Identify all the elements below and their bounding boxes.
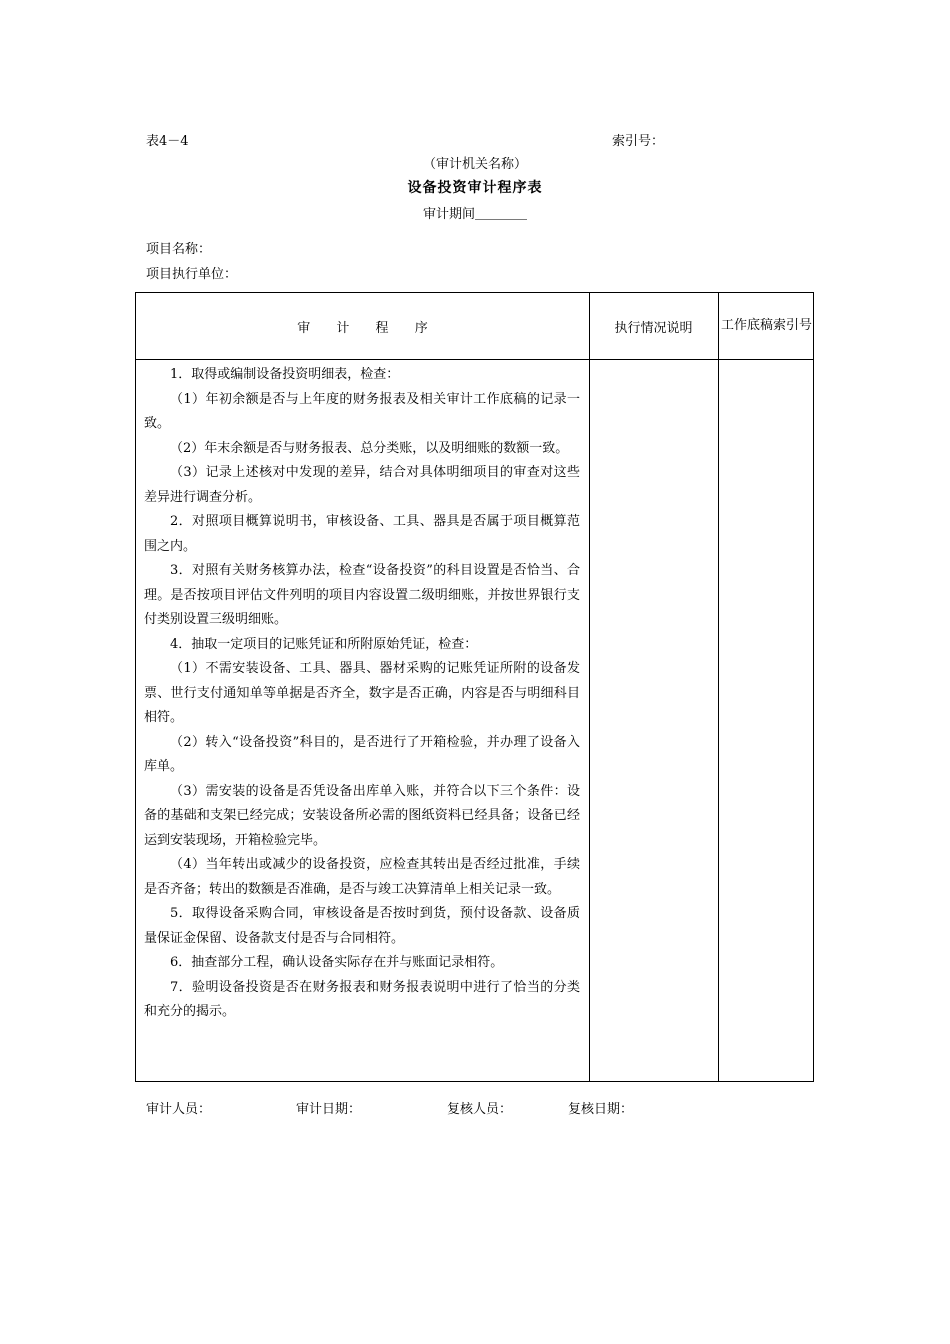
audit-org-name: （审计机关名称） bbox=[422, 157, 527, 172]
column-header-procedure: 审 计 程 序 bbox=[297, 320, 428, 336]
audit-period: 审计期间＿＿＿＿ bbox=[422, 207, 527, 222]
procedure-item: 4．抽取一定项目的记账凭证和所附原始凭证，检查： bbox=[170, 636, 478, 652]
procedure-list bbox=[144, 363, 580, 1025]
procedure-item: （4）当年转出或减少的设备投资，应检查其转出是否经过批准，手续是否齐备；转出的数额是否准确，是否与竣工决算清单上相关记录一致。 bbox=[144, 857, 580, 897]
procedure-item: 6．抽查部分工程，确认设备实际存在并与账面记录相符。 bbox=[170, 955, 504, 970]
reviewer-label: 复核人员： bbox=[447, 1102, 513, 1117]
procedure-item: （1）不需安装设备、工具、器具、器材采购的记账凭证所附的设备发票、世行支付通知单等单据是否齐全，数字是否正确，内容是否与明细科目相符。 bbox=[144, 661, 580, 725]
procedure-item: 5．取得设备采购合同，审核设备是否按时到货，预付设备款、设备质量保证金保留、设备款支付是否与合同相符。 bbox=[144, 906, 580, 946]
index-number-label: 索引号： bbox=[612, 134, 665, 149]
review-date-label: 复核日期： bbox=[568, 1102, 634, 1117]
column-divider bbox=[589, 293, 590, 1081]
procedure-item: 2．对照项目概算说明书，审核设备、工具、器具是否属于项目概算范围之内。 bbox=[144, 514, 580, 554]
project-name-label: 项目名称： bbox=[146, 242, 212, 257]
procedure-item: （3）记录上述核对中发现的差异，结合对具体明细项目的审查对这些差异进行调查分析。 bbox=[144, 465, 580, 505]
audit-procedure-table bbox=[135, 292, 814, 1082]
form-number: 表4－4 bbox=[146, 134, 189, 149]
procedure-item: （1）年初余额是否与上年度的财务报表及相关审计工作底稿的记录一致。 bbox=[144, 391, 580, 431]
column-header-workpaper-ref: 工作底稿索引号 bbox=[720, 318, 812, 333]
procedure-item: 7．验明设备投资是否在财务报表和财务报表说明中进行了恰当的分类和充分的揭示。 bbox=[144, 979, 580, 1019]
project-unit-label: 项目执行单位： bbox=[146, 267, 238, 282]
column-divider bbox=[718, 293, 719, 1081]
procedure-item: 1．取得或编制设备投资明细表，检查： bbox=[170, 367, 400, 382]
column-header-execution: 执行情况说明 bbox=[614, 320, 693, 336]
procedure-item: 3．对照有关财务核算办法，检查“设备投资”的科目设置是否恰当、合理。是否按项目评估文件列明的项目内容设置二级明细账，并按世界银行支付类别设置三级明细账。 bbox=[144, 563, 580, 627]
procedure-item: （3）需安装的设备是否凭设备出库单入账，并符合以下三个条件：设备的基础和支架已经完成；安装设备所必需的图纸资料已经具备；设备已经运到安装现场，开箱检验完毕。 bbox=[144, 783, 580, 848]
procedure-item: （2）年末余额是否与财务报表、总分类账，以及明细账的数额一致。 bbox=[170, 440, 569, 456]
audit-date-label: 审计日期： bbox=[296, 1102, 362, 1117]
auditor-label: 审计人员： bbox=[146, 1102, 212, 1117]
header-divider bbox=[136, 359, 813, 360]
procedure-item: （2）转入“设备投资”科目的，是否进行了开箱检验，并办理了设备入库单。 bbox=[144, 734, 580, 774]
page-title: 设备投资审计程序表 bbox=[407, 180, 543, 196]
